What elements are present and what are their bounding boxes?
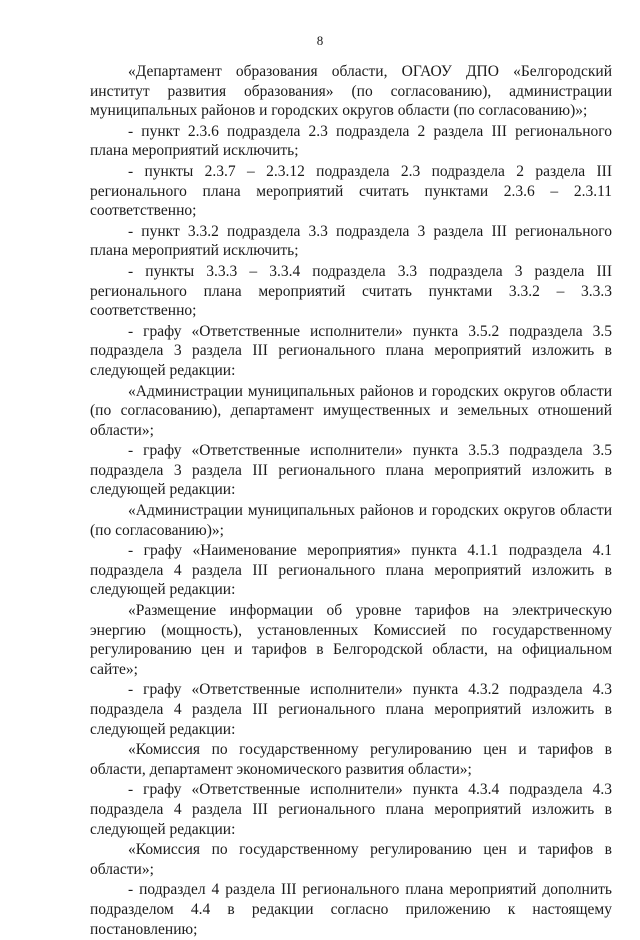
paragraph: - пункт 2.3.6 подраздела 2.3 подраздела 2 раздела III регионального плана мероприятий исключить; [90,122,612,160]
paragraph: «Размещение информации об уровне тарифов на электрическую энергию (мощность), установленных Комиссией по государственному регулированию цен и тарифов в Белгородской области, на официальном сайте»; [90,602,612,678]
paragraph: - графу «Ответственные исполнители» пункта 4.3.4 подраздела 4.3 подраздела 4 раздела III регионального плана мероприятий изложить в следующей редакции: [90,781,612,838]
paragraph: «Администрации муниципальных районов и городских округов области (по согласованию)»; [90,502,612,539]
paragraph: - графу «Ответственные исполнители» пункта 3.5.3 подраздела 3.5 подраздела 3 раздела III регионального плана мероприятий изложить в следующей редакции: [90,442,612,499]
page-number: 8 [316,33,324,48]
paragraph: «Департамент образования области, ОГАОУ ДПО «Белгородский институт развития образования» (по согласованию), администрации муниципальных районов и городских округов области (по согласованию)»; [90,63,612,120]
paragraph: - графу «Ответственные исполнители» пункта 3.5.2 подраздела 3.5 подраздела 3 раздела III регионального плана мероприятий изложить в следующей редакции: [90,322,612,379]
paragraph: - пункты 2.3.7 – 2.3.12 подраздела 2.3 подраздела 2 раздела III регионального плана мероприятий считать пунктами 2.3.6 – 2.3.11 соответственно; [90,162,612,220]
paragraph: - графу «Ответственные исполнители» пункта 4.3.2 подраздела 4.3 подраздела 4 раздела III регионального плана мероприятий изложить в следующей редакции: [90,681,612,738]
paragraph: «Комиссия по государственному регулированию цен и тарифов в области, департамент экономического развития области»; [90,741,612,778]
paragraph: - графу «Наименование мероприятия» пункта 4.1.1 подраздела 4.1 подраздела 4 раздела III регионального плана мероприятий изложить в следующей редакции: [90,542,612,599]
paragraph: - подраздел 4 раздела III регионального плана мероприятий дополнить подразделом 4.4 в редакции согласно приложению к настоящему постановлению; [90,881,612,938]
paragraph: - пункт 3.3.2 подраздела 3.3 подраздела 3 раздела III регионального плана мероприятий исключить; [90,222,612,260]
paragraph: - пункты 3.3.3 – 3.3.4 подраздела 3.3 подраздела 3 раздела III регионального плана мероприятий считать пунктами 3.3.2 – 3.3.3 соответственно; [90,262,612,320]
paragraph: «Администрации муниципальных районов и городских округов области (по согласованию), департамент имущественных и земельных отношений области»; [90,382,612,439]
paragraph: «Комиссия по государственному регулированию цен и тарифов в области»; [90,841,612,878]
document-body [90,62,612,940]
